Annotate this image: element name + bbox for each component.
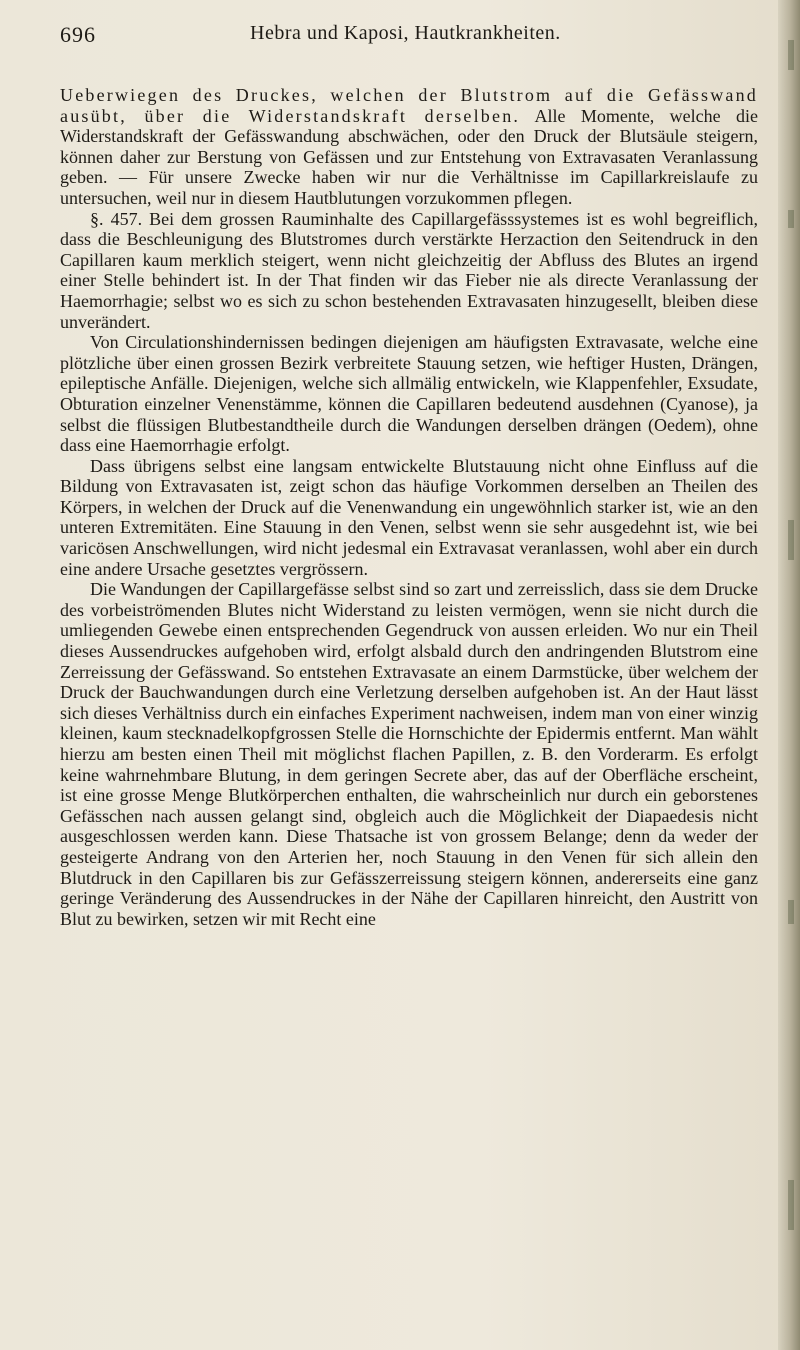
paragraph: Von Circulationshindernissen bedingen diejenigen am häufigsten Extravasate, welche eine plötzliche über einen grossen Bezirk verbreitete Stauung setzen, wie heftiger Husten, Drängen, epileptische Anfälle. Diejenigen, welche sich allmälig entwickeln, wie Klappenfehler, Exsudate, Obturation einzelner Venenstämme, können die Capillaren bedeutend ausdehnen (Cyanose), ja selbst die flüssigen Blutbestandtheile durch die Wandungen derselben drängen (Oedem), ohne dass eine Haemorrhagie erfolgt. [60,332,758,456]
page-header [60,22,760,62]
body-text [60,85,758,929]
paragraph: Dass übrigens selbst eine langsam entwickelte Blutstauung nicht ohne Einfluss auf die Bildung von Extravasaten ist, zeigt schon das häufige Vorkommen derselben an Theilen des Körpers, in welchen der Druck auf die Venenwandung ein ungewöhnlich starker ist, wie an den unteren Extremitäten. Eine Stauung in den Venen, selbst wenn sie sehr ausgedehnt ist, wie bei varicösen Anschwellungen, wird nicht jedesmal ein Extravasat veranlassen, wohl aber ein durch eine andere Ursache gesetztes vergrössern. [60,455,758,579]
paragraph-text: Alle Momente, welche die Widerstandskraft der Gefässwandung abschwächen, oder den Druck der Blutsäule steigern, können daher zur Berstung von Gefässen und zur Entstehung von Extravasaten Veranlassung geben. — Für unsere Zwecke haben wir nur die Verhältnisse im Capillarkreislaufe zu untersuchen, weil nur in diesem Hautblutungen vorzukommen pflegen. [60,105,758,208]
page-binding-edge [778,0,800,1350]
emphasized-text: Ueberwiegen des Druckes, welchen der Blutstrom auf die Gefässwand ausübt, über die Widerstandskraft derselben. [60,85,758,126]
page-number: 696 [60,22,96,47]
paragraph: §. 457. Bei dem grossen Rauminhalte des Capillargefässsystemes ist es wohl begreiflich, dass die Beschleunigung des Blutstromes durch verstärkte Herzaction den Seitendruck in den Capillaren kaum merklich steigert, wenn nicht gleichzeitig der Abfluss des Blutes an irgend einer Stelle behindert ist. In der That finden wir das Fieber nie als directe Veranlassung der Haemorrhagie; selbst wo es sich zu schon bestehenden Extravasaten hinzugesellt, bleiben diese unverändert. [60,208,758,332]
running-head: Hebra und Kaposi, Hautkrankheiten. [250,22,561,44]
paragraph: Die Wandungen der Capillargefässe selbst sind so zart und zerreisslich, dass sie dem Drucke des vorbeiströmenden Blutes nicht Widerstand zu leisten vermögen, wenn sie nicht durch die umliegenden Gewebe einen entsprechenden Gegendruck von aussen erleiden. Wo nur ein Theil dieses Aussendruckes aufgehoben wird, erfolgt alsbald durch den andringenden Blutstrom eine Zerreissung der Gefässwand. So entstehen Extravasate an einem Darmstücke, über welchem der Druck der Bauchwandungen durch eine Verletzung derselben aufgehoben ist. An der Haut lässt sich dieses Verhältniss durch ein einfaches Experiment nachweisen, indem man von einer winzig kleinen, kaum stecknadelkopfgrossen Stelle die Hornschichte der Epidermis entfernt. Man wählt hierzu am besten einen Theil mit möglichst flachen Papillen, z. B. den Vorderarm. Es erfolgt keine wahrnehmbare Blutung, in dem geringen Secrete aber, das auf der Oberfläche erscheint, ist eine grosse Menge Blutkörperchen enthalten, die wahrscheinlich nur durch ein geborstenes Gefässchen nach aussen gelangt sind, obgleich auch die Möglichkeit der Diapaedesis nicht ausgeschlossen werden kann. Diese Thatsache ist von grossem Belange; denn da weder der gesteigerte Andrang von den Arterien her, noch Stauung in den Venen für sich allein den Blutdruck in den Capillaren bis zur Gefässzerreissung steigern können, andererseits eine ganz geringe Veränderung des Aussendruckes in der Nähe der Capillaren hinreicht, den Austritt von Blut zu bewirken, setzen wir mit Recht eine [60,579,758,929]
paragraph [60,85,758,209]
